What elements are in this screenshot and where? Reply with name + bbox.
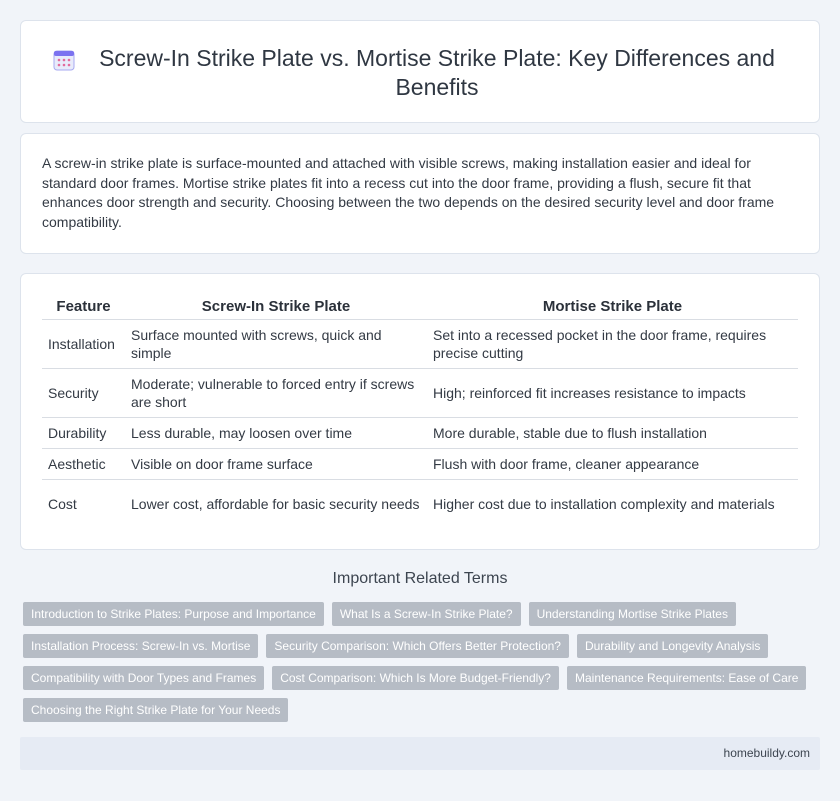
related-tag[interactable]: Choosing the Right Strike Plate for Your Needs [23, 698, 288, 722]
table-cell: Moderate; vulnerable to forced entry if screws are short [125, 368, 427, 417]
title-card [20, 20, 820, 123]
table-cell: High; reinforced fit increases resistance to impacts [427, 368, 798, 417]
related-tag[interactable]: Installation Process: Screw-In vs. Mortise [23, 634, 258, 658]
table-cell: Visible on door frame surface [125, 448, 427, 479]
table-cell: More durable, stable due to flush installation [427, 417, 798, 448]
related-tag[interactable]: Durability and Longevity Analysis [577, 634, 768, 658]
related-tag[interactable]: Compatibility with Door Types and Frames [23, 666, 264, 690]
table-cell: Higher cost due to installation complexity and materials [427, 479, 798, 528]
related-tag[interactable]: Security Comparison: Which Offers Better Protection? [266, 634, 569, 658]
table-cell: Surface mounted with screws, quick and simple [125, 319, 427, 368]
tag-row [23, 602, 736, 626]
table-header-row [42, 295, 798, 319]
comparison-table [42, 295, 798, 528]
related-tag[interactable]: Understanding Mortise Strike Plates [529, 602, 736, 626]
table-cell: Installation [42, 319, 125, 368]
table-cell: Lower cost, affordable for basic security needs [125, 479, 427, 528]
page-title: Screw-In Strike Plate vs. Mortise Strike Plate: Key Differences and Benefits [99, 45, 775, 100]
table-row [42, 479, 798, 528]
intro-paragraph: A screw-in strike plate is surface-mounted and attached with visible screws, making installation easier and ideal for standard door frames. Mortise strike plates fit into a recess cut into the door frame, providing a flush, secure fit that enhances door strength and security. Choosing between the two depends on the desired security level and door frame compatibility. [42, 155, 775, 230]
tag-row [23, 634, 768, 658]
footer [20, 737, 820, 770]
table-row [42, 417, 798, 448]
table-row [42, 448, 798, 479]
comparison-card [20, 273, 820, 550]
intro-card [20, 133, 820, 254]
related-terms-title: Important Related Terms [332, 570, 508, 587]
related-tag[interactable]: Introduction to Strike Plates: Purpose and Importance [23, 602, 324, 626]
table-cell: Set into a recessed pocket in the door frame, requires precise cutting [427, 319, 798, 368]
related-tag[interactable]: What Is a Screw-In Strike Plate? [332, 602, 521, 626]
table-row [42, 368, 798, 417]
table-cell: Security [42, 368, 125, 417]
related-tag[interactable]: Maintenance Requirements: Ease of Care [567, 666, 806, 690]
related-tag[interactable]: Cost Comparison: Which Is More Budget-Friendly? [272, 666, 559, 690]
table-cell: Aesthetic [42, 448, 125, 479]
footer-site-name[interactable]: homebuildy.com [723, 746, 810, 760]
tag-row [23, 698, 288, 722]
table-cell: Durability [42, 417, 125, 448]
header-screw-in: Screw-In Strike Plate [201, 298, 351, 316]
table-cell: Cost [42, 479, 125, 528]
tag-row [23, 666, 806, 690]
table-cell: Less durable, may loosen over time [125, 417, 427, 448]
header-feature: Feature [56, 298, 111, 316]
table-row [42, 319, 798, 368]
header-mortise: Mortise Strike Plate [542, 298, 683, 316]
table-cell: Flush with door frame, cleaner appearance [427, 448, 798, 479]
